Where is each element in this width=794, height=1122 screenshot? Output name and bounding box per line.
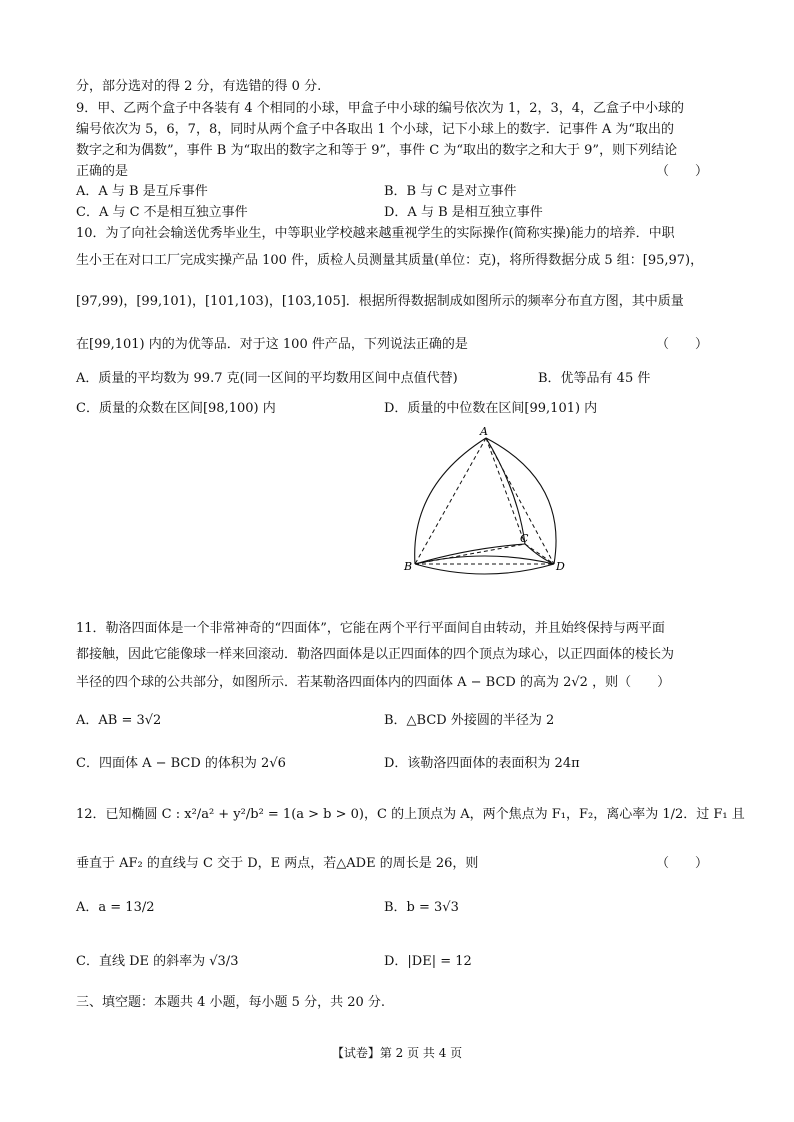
continuation-line: 分，部分选对的得 2 分，有选错的得 0 分.	[76, 79, 322, 94]
q9-option-c: C．A 与 C 不是相互独立事件	[76, 205, 248, 220]
q12-line-2: 垂直于 AF₂ 的直线与 C 交于 D，E 两点，若△ADE 的周长是 26，则	[76, 856, 479, 871]
q11-option-c: C．四面体 A − BCD 的体积为 2√6	[76, 756, 286, 771]
q9-line-4: 正确的是	[76, 164, 129, 179]
edge-ab	[415, 438, 486, 564]
q12-line-1: 12．已知椭圆 C : x²/a² + y²/b² = 1(a > b > 0)，C 的上顶点为 A，两个焦点为 F₁，F₂，离心率为 1/2．过 F₁ 且	[76, 807, 745, 822]
q11-line-1: 11．勒洛四面体是一个非常神奇的“四面体”，它能在两个平行平面间自由转动，并且始终保持与两平面	[76, 621, 665, 636]
q9-line-2: 编号依次为 5，6，7，8，同时从两个盒子中各取出 1 个小球，记下小球上的数字．记事件 A 为“取出的	[76, 122, 675, 137]
label-b: B	[404, 560, 413, 573]
q10-line-4: 在[99,101) 内的为优等品．对于这 100 件产品，下列说法正确的是	[76, 337, 468, 352]
q11-option-a: A．AB = 3√2	[76, 713, 162, 728]
q9-option-d: D．A 与 B 是相互独立事件	[384, 205, 543, 220]
label-c: C	[520, 532, 529, 545]
section-3-heading: 三、填空题：本题共 4 小题，每小题 5 分，共 20 分.	[76, 995, 386, 1010]
q12-option-c: C．直线 DE 的斜率为 √3/3	[76, 954, 239, 969]
page-footer: 【试卷】第 2 页 共 4 页	[331, 1046, 463, 1060]
q10-line-3: [97,99)，[99,101)，[101,103)，[103,105]．根据所得数据制成如图所示的频率分布直方图，其中质量	[76, 294, 684, 309]
reuleaux-tetrahedron-figure	[400, 426, 570, 576]
q10-option-d: D．质量的中位数在区间[99,101) 内	[384, 401, 598, 416]
q12-option-a: A．a = 13/2	[76, 900, 155, 915]
q9-answer-paren: （ ）	[656, 164, 709, 179]
label-a: A	[480, 426, 488, 438]
q9-option-b: B．B 与 C 是对立事件	[384, 184, 517, 199]
q11-line-3: 半径的四个球的公共部分，如图所示．若某勒洛四面体内的四面体 A − BCD 的高为 2√2 ，则（ ）	[76, 675, 671, 690]
q12-option-d: D．|DE| = 12	[384, 954, 472, 969]
q10-option-c: C．质量的众数在区间[98,100) 内	[76, 401, 276, 416]
outer-arc-bottom	[415, 564, 554, 574]
q11-option-b: B．△BCD 外接圆的半径为 2	[384, 713, 555, 728]
q12-answer-paren: （ ）	[656, 856, 709, 871]
q12-option-b: B．b = 3√3	[384, 900, 459, 915]
q11-line-2: 都接触，因此它能像球一样来回滚动．勒洛四面体是以正四面体的四个顶点为球心，以正四面体的棱长为	[76, 647, 675, 662]
edge-ac	[486, 438, 525, 544]
q10-answer-paren: （ ）	[656, 337, 709, 352]
q9-line-3: 数字之和为偶数”，事件 B 为“取出的数字之和等于 9”，事件 C 为“取出的数字之和大于 9”，则下列结论	[76, 143, 678, 158]
q11-option-d: D．该勒洛四面体的表面积为 24π	[384, 756, 580, 771]
label-d: D	[556, 560, 565, 573]
q9-line-1: 9．甲、乙两个盒子中各装有 4 个相同的小球，甲盒子中小球的编号依次为 1，2，3，4，乙盒子中小球的	[76, 101, 685, 116]
edge-bc	[415, 544, 525, 564]
q10-line-1: 10．为了向社会输送优秀毕业生，中等职业学校越来越重视学生的实际操作(简称实操)能力的培养．中职	[76, 226, 675, 241]
q10-option-a: A．质量的平均数为 99.7 克(同一区间的平均数用区间中点值代替)	[76, 371, 458, 386]
q9-option-a: A．A 与 B 是互斥事件	[76, 184, 208, 199]
q10-option-b: B．优等品有 45 件	[538, 371, 651, 386]
q10-line-2: 生小王在对口工厂完成实操产品 100 件，质检人员测量其质量(单位：克)，将所得数据分成 5 组：[95,97)，	[76, 253, 704, 268]
